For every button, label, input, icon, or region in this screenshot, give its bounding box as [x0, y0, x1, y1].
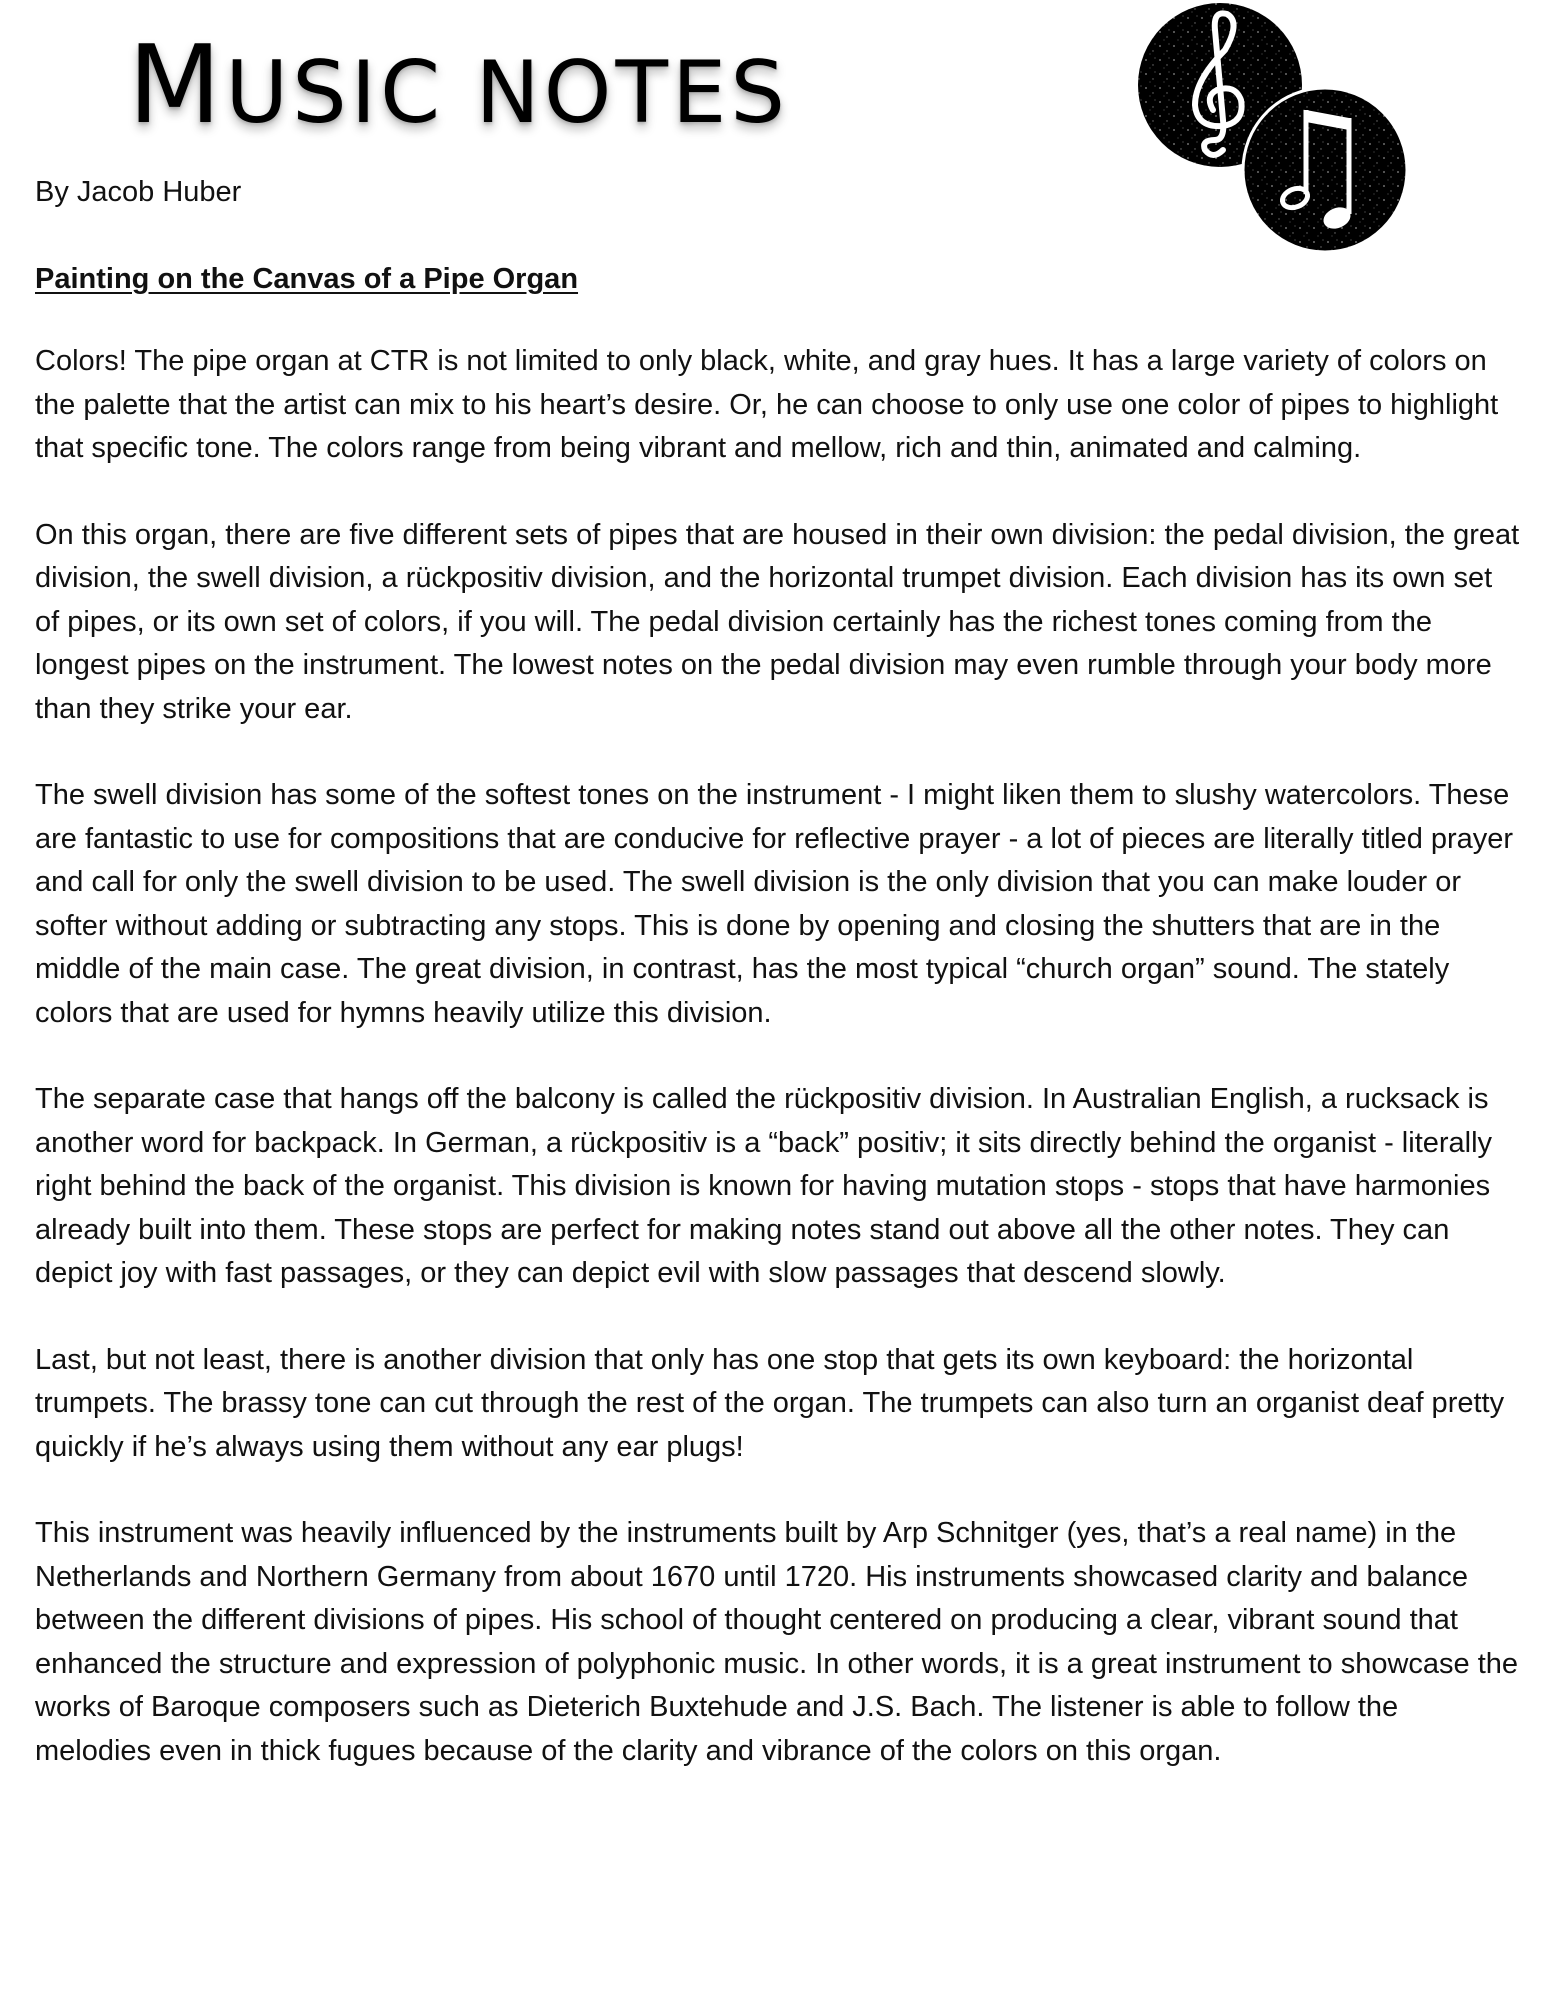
page-title-initial: M	[128, 23, 226, 148]
page-title-rest: USIC NOTES	[225, 43, 789, 143]
byline: By Jacob Huber	[35, 176, 242, 208]
page-title	[128, 23, 789, 148]
article-paragraph: The swell division has some of the softest tones on the instrument - I might liken them to slushy watercolors. These are fantastic to use for compositions that are conducive for reflective prayer - a lot of pieces are literally titled prayer and call for only the swell division to be used. The swell division is the only division that you can make louder or softer without adding or subtracting any stops. This is done by opening and closing the shutters that are in the middle of the main case. The great division, in contrast, has the most typical “church organ” sound. The stately colors that are used for hymns heavily utilize this division.	[35, 779, 1514, 1029]
article-paragraph: Colors! The pipe organ at CTR is not limited to only black, white, and gray hues. It has a large variety of colors on the palette that the artist can mix to his heart’s desire. Or, he can choose to only use one color of pipes to highlight that specific tone. The colors range from being vibrant and mellow, rich and thin, animated and calming.	[35, 345, 1499, 464]
article-paragraph: This instrument was heavily influenced by the instruments built by Arp Schnitger (yes, that’s a real name) in the Netherlands and Northern Germany from about 1670 until 1720. His instruments showcased clarity and balance between the different divisions of pipes. His school of thought centered on producing a clear, vibrant sound that enhanced the structure and expression of polyphonic music. In other words, it is a great instrument to showcase the works of Baroque composers such as Dieterich Buxtehude and J.S. Bach. The listener is able to follow the melodies even in thick fugues because of the clarity and vibrance of the colors on this organ.	[35, 1517, 1519, 1767]
music-notes-logo	[1115, 0, 1415, 260]
article-title: Painting on the Canvas of a Pipe Organ	[35, 263, 579, 295]
article-paragraph: Last, but not least, there is another division that only has one stop that gets its own keyboard: the horizontal trumpets. The brassy tone can cut through the rest of the organ. The trumpets can also turn an organist deaf pretty quickly if he’s always using them without any ear plugs!	[35, 1343, 1505, 1463]
article-paragraph: The separate case that hangs off the balcony is called the rückpositiv division. In Australian English, a rucksack is another word for backpack. In German, a rückpositiv is a “back” positiv; it sits directly behind the organist - literally right behind the back of the organist. This division is known for having mutation stops - stops that have harmonies already built into them. These stops are perfect for making notes stand out above all the other notes. They can depict joy with fast passages, or they can depict evil with slow passages that descend slowly.	[35, 1083, 1493, 1289]
eighth-notes-badge-disc	[1243, 88, 1407, 252]
article-paragraph: On this organ, there are five different sets of pipes that are housed in their own division: the pedal division, the great division, the swell division, a rückpositiv division, and the horizontal trumpet division. Each division has its own set of pipes, or its own set of colors, if you will. The pedal division certainly has the richest tones coming from the longest pipes on the instrument. The lowest notes on the pedal division may even rumble through your body more than they strike your ear.	[35, 518, 1520, 725]
eighth-notes-badge	[1243, 88, 1407, 252]
article	[35, 261, 1520, 1816]
